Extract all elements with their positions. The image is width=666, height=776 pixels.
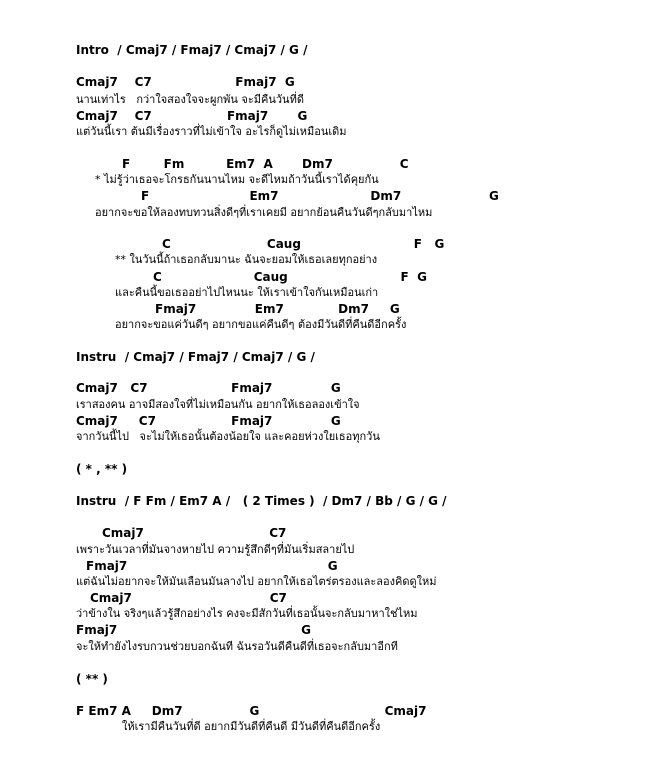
chord-line: C Caug F G xyxy=(162,237,445,251)
chord-line: Fmaj7 Em7 Dm7 G xyxy=(155,302,400,316)
chord-line: Cmaj7 C7 Fmaj7 G xyxy=(76,414,341,428)
chord-line: F Em7 Dm7 G xyxy=(141,189,499,203)
lyric-line: แต่ฉันไม่อยากจะให้มันเลือนมันลางไป อยากให้เธอไตร่ตรองและลองคิดดูใหม่ xyxy=(76,575,437,588)
chord-line: F Fm Em7 A Dm7 C xyxy=(122,157,409,171)
chord-line: Cmaj7 C7 Fmaj7 G xyxy=(76,109,308,123)
instru-line: Instru / F Fm / Em7 A / ( 2 Times ) / Dm7 / Bb / G / G / xyxy=(76,494,447,508)
lyric-line: จะให้ทำยังไงรบกวนช่วยบอกฉันที ฉันรอวันดีคืนดีที่เธอจะกลับมาอีกที xyxy=(76,640,398,653)
lyric-line: และคืนนี้ขอเธออย่าไปไหนนะ ให้เราเข้าใจกันเหมือนเก่า xyxy=(115,286,379,299)
lyric-line: แต่วันนี้เรา ต้นมีเรื่องราวที่ไม่เข้าใจ อะไรก็ดูไม่เหมือนเดิม xyxy=(76,125,347,138)
intro-line: Intro / Cmaj7 / Fmaj7 / Cmaj7 / G / xyxy=(76,43,308,57)
instru-line: Instru / Cmaj7 / Fmaj7 / Cmaj7 / G / xyxy=(76,350,315,364)
chord-line: Cmaj7 C7 xyxy=(102,526,287,540)
chord-line: Fmaj7 G xyxy=(86,559,338,573)
repeat-marker: ( ** ) xyxy=(76,672,108,686)
chord-line: Fmaj7 G xyxy=(76,623,311,637)
lyric-line: * ไม่รู้ว่าเธอจะโกรธกันนานไหม จะดีไหมถ้าวันนี้เราได้คุยกัน xyxy=(95,173,379,186)
lyric-line: เราสองคน อาจมีสองใจที่ไม่เหมือนกัน อยากให้เธอลองเข้าใจ xyxy=(76,398,360,411)
lyric-line: นานเท่าไร กว่าใจสองใจจะผูกพัน จะมีคืนวันที่ดี xyxy=(76,93,304,106)
chord-line: F Em7 A Dm7 G Cmaj7 xyxy=(76,704,427,718)
chord-line: Cmaj7 C7 Fmaj7 G xyxy=(76,381,341,395)
lyric-line: อยากจะขอแค่วันดีๆ อยากขอแค่คืนดีๆ ต้องมีวันดีที่คืนดีอีกครั้ง xyxy=(115,318,407,331)
lyric-line: ว่าข้างใน จริงๆแล้วรู้สึกอย่างไร คงจะมีสักวันที่เธอนั้นจะกลับมาหาใช่ไหม xyxy=(76,607,418,620)
lyric-line: เพราะวันเวลาที่มันจางหายไป ความรู้สึกดีๆที่มันเริ่มสลายไป xyxy=(76,543,355,556)
chord-line: C Caug F G xyxy=(153,270,427,284)
lyric-line: อยากจะขอให้ลองทบทวนสิ่งดีๆที่เราเคยมี อยากย้อนคืนวันดีๆกลับมาไหม xyxy=(95,206,433,219)
lyric-line: ** ในวันนี้ถ้าเธอกลับมานะ ฉันจะยอมให้เธอเลยทุกอย่าง xyxy=(115,253,378,266)
lyric-line: ให้เรามีคืนวันที่ดี อยากมีวันดีที่คืนดี มีวันดีที่คืนดีอีกครั้ง xyxy=(122,720,381,733)
lyric-line: จากวันนี้ไป จะไม่ให้เธอนั้นต้องน้อยใจ และคอยห่วงใยเธอทุกวัน xyxy=(76,430,380,443)
repeat-marker: ( * , ** ) xyxy=(76,462,128,476)
chord-line: Cmaj7 C7 Fmaj7 G xyxy=(76,75,295,89)
chord-line: Cmaj7 C7 xyxy=(90,591,287,605)
